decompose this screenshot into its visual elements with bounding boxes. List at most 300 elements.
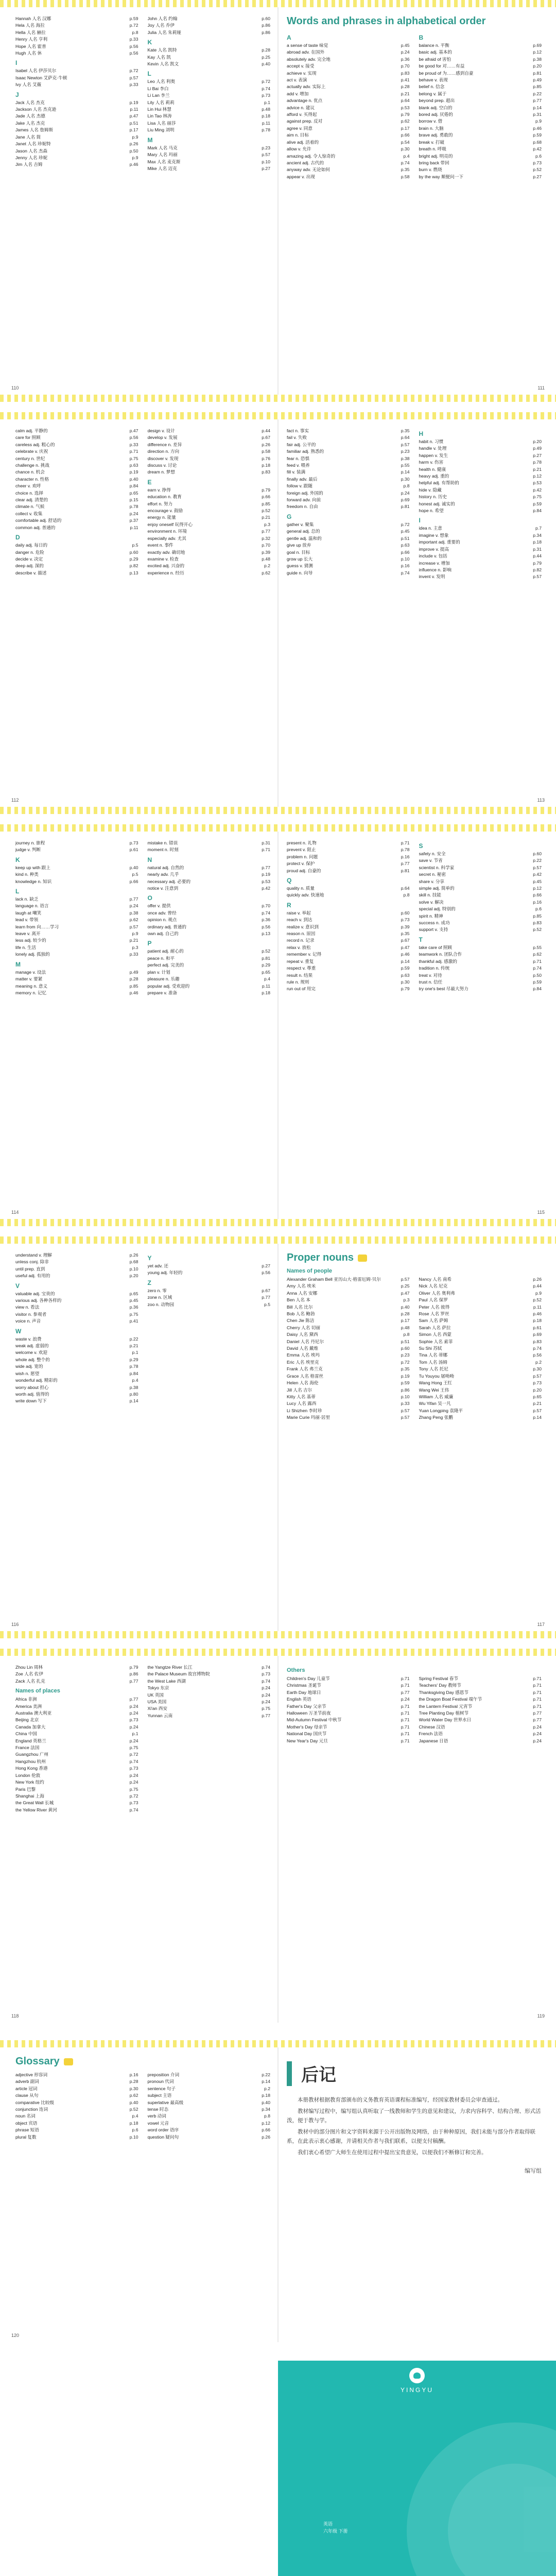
list-item bbox=[287, 428, 410, 434]
entry-term: lead v. 带领 bbox=[15, 917, 39, 923]
entry-page-ref: p.6 bbox=[132, 2127, 138, 2133]
entry-page-ref: p.36 bbox=[401, 56, 410, 62]
list-item bbox=[287, 476, 410, 483]
entry-page-ref: p.69 bbox=[401, 497, 410, 503]
entry-term: comfortable adj. 舒适的 bbox=[15, 518, 62, 523]
entry-page-ref: p.74 bbox=[401, 570, 410, 575]
page-number: 118 bbox=[11, 2013, 19, 2019]
entry-page-ref: p.22 bbox=[533, 91, 542, 96]
entry-page-ref: p.52 bbox=[262, 508, 270, 514]
entry-page-ref: p.8 bbox=[132, 29, 138, 35]
letter-heading: V bbox=[15, 1282, 20, 1290]
list-item bbox=[287, 483, 410, 489]
zigzag-border bbox=[0, 1649, 556, 1656]
entry-term: character n. 性格 bbox=[15, 476, 49, 482]
entry-page-ref: p.21 bbox=[129, 1343, 138, 1349]
entry-page-ref: p.44 bbox=[262, 428, 270, 433]
entry-term: harm v. 伤害 bbox=[419, 460, 444, 465]
entry-column bbox=[287, 31, 410, 180]
list-item bbox=[15, 161, 138, 168]
entry-page-ref: p.23 bbox=[401, 1352, 410, 1358]
entry-term: tense 时态 bbox=[147, 2107, 169, 2112]
entry-page-ref: p.14 bbox=[533, 1415, 542, 1420]
entry-page-ref: p.84 bbox=[129, 1370, 138, 1376]
entry-term: knowledge n. 知识 bbox=[15, 878, 52, 884]
entry-term: pronoun 代词 bbox=[147, 2079, 174, 2084]
page-spine bbox=[277, 1244, 279, 1631]
entry-page-ref: p.31 bbox=[262, 840, 270, 845]
entry-page-ref: p.10 bbox=[262, 159, 270, 164]
entry-term: Frank 人名 弗兰克 bbox=[287, 1366, 323, 1372]
entry-term: William 人名 威廉 bbox=[419, 1394, 454, 1399]
cover-label bbox=[323, 2520, 348, 2535]
list-item bbox=[148, 962, 271, 969]
entry-term: welcome v. 欢迎 bbox=[15, 1350, 47, 1355]
entry-page-ref: p.65 bbox=[262, 969, 270, 975]
entry-page-ref: p.71 bbox=[401, 1724, 410, 1730]
list-item bbox=[148, 1287, 271, 1294]
entry-page-ref: p.36 bbox=[129, 1304, 138, 1310]
entry-term: Paul 人名 保罗 bbox=[419, 1297, 448, 1303]
entry-term: wish n. 愿望 bbox=[15, 1370, 40, 1376]
list-item bbox=[15, 428, 138, 434]
entry-column bbox=[148, 1252, 271, 1405]
entry-page-ref: p.24 bbox=[533, 1738, 542, 1743]
list-item bbox=[15, 1800, 138, 1806]
entry-term: direction n. 方向 bbox=[147, 449, 180, 454]
letter-heading: K bbox=[147, 39, 152, 46]
entry-term: Joy 人名 乔伊 bbox=[147, 23, 175, 28]
entry-page-ref: p.9 bbox=[132, 155, 138, 160]
entry-term: Wang Wei 王伟 bbox=[419, 1387, 449, 1393]
entry-term: Halloween 万圣节前夜 bbox=[287, 1710, 331, 1716]
list-item bbox=[15, 840, 138, 846]
entry-page-ref: p.8 bbox=[264, 2113, 270, 2119]
entry-term: record n. 记录 bbox=[287, 938, 315, 943]
entry-term: remember v. 记得 bbox=[287, 952, 322, 957]
list-item bbox=[15, 570, 138, 577]
entry-page-ref: p.32 bbox=[262, 535, 270, 541]
entry-page-ref: p.5 bbox=[264, 1301, 270, 1307]
list-item bbox=[15, 155, 138, 161]
list-item bbox=[15, 99, 138, 106]
entry-term: Janet 人名 珍妮特 bbox=[15, 141, 51, 147]
list-item bbox=[419, 1373, 542, 1380]
entry-page-ref: p.24 bbox=[129, 1738, 138, 1743]
list-item bbox=[419, 1724, 542, 1731]
entry-page-ref: p.66 bbox=[262, 2127, 270, 2133]
entry-page-ref: p.13 bbox=[129, 570, 138, 575]
entry-term: matter v. 要紧 bbox=[15, 976, 43, 982]
entry-page-ref: p.84 bbox=[129, 483, 138, 489]
list-item bbox=[287, 1710, 410, 1717]
glossary-title-text: Glossary bbox=[15, 2056, 60, 2067]
entry-term: Mark 人名 马克 bbox=[147, 145, 178, 150]
entry-page-ref: p.61 bbox=[129, 847, 138, 853]
list-item bbox=[287, 986, 410, 992]
entry-page-ref: p.85 bbox=[262, 501, 270, 506]
list-item bbox=[419, 473, 542, 480]
entry-page-ref: p.26 bbox=[129, 1252, 138, 1258]
entry-page-ref: p.33 bbox=[129, 37, 138, 42]
list-item bbox=[148, 556, 271, 563]
entry-page-ref: p.77 bbox=[262, 865, 270, 870]
entry-columns bbox=[15, 428, 270, 577]
entry-term: popular adj. 受欢迎的 bbox=[147, 983, 190, 989]
list-item bbox=[148, 840, 271, 846]
entry-term: agree v. 同意 bbox=[287, 125, 312, 131]
list-item bbox=[148, 1705, 271, 1712]
entry-page-ref: p.81 bbox=[401, 504, 410, 510]
entry-term: offer v. 提供 bbox=[147, 903, 171, 909]
entry-term: Li Bai 李白 bbox=[147, 86, 169, 91]
entry-term: trust n. 信任 bbox=[419, 979, 443, 985]
list-item bbox=[148, 983, 271, 990]
list-item bbox=[15, 969, 138, 976]
entry-page-ref: p.74 bbox=[401, 160, 410, 165]
list-item bbox=[287, 958, 410, 965]
list-item bbox=[419, 1394, 542, 1400]
entry-page-ref: p.21 bbox=[401, 91, 410, 96]
list-item bbox=[148, 434, 271, 441]
entry-page-ref: p.57 bbox=[401, 1415, 410, 1420]
subsection-title: Names of places bbox=[15, 1688, 60, 1694]
right-page bbox=[287, 840, 542, 993]
entry-term: write down 写下 bbox=[15, 1398, 47, 1404]
entry-page-ref: p.58 bbox=[401, 174, 410, 179]
entry-page-ref: p.21 bbox=[262, 515, 270, 520]
entry-term: Lin Hui 林慧 bbox=[147, 107, 171, 112]
entry-column bbox=[148, 15, 271, 172]
entry-page-ref: p.11 bbox=[262, 983, 270, 989]
entry-page-ref: p.82 bbox=[533, 567, 542, 572]
entry-term: decide v. 决定 bbox=[15, 556, 43, 562]
entry-term: finally adv. 最后 bbox=[287, 476, 318, 482]
list-item bbox=[287, 455, 410, 462]
entry-term: familiar adj. 熟悉的 bbox=[287, 449, 324, 454]
entry-page-ref: p.14 bbox=[401, 958, 410, 964]
page-number: 116 bbox=[11, 1622, 19, 1627]
entry-term: influence n. 影响 bbox=[419, 567, 452, 572]
list-item bbox=[15, 524, 138, 531]
list-item bbox=[15, 556, 138, 563]
list-item bbox=[287, 840, 410, 846]
list-item bbox=[419, 539, 542, 546]
entry-term: language n. 语言 bbox=[15, 903, 49, 909]
entry-page-ref: p.3 bbox=[132, 944, 138, 950]
entry-term: rule n. 规则 bbox=[287, 979, 309, 985]
list-item bbox=[419, 532, 542, 539]
entry-term: bored adj. 厌倦的 bbox=[419, 112, 453, 117]
list-item bbox=[419, 871, 542, 878]
list-item bbox=[419, 1317, 542, 1324]
list-item bbox=[15, 2099, 138, 2106]
list-item bbox=[287, 1276, 410, 1283]
entry-page-ref: p.66 bbox=[129, 878, 138, 884]
entry-page-ref: p.34 bbox=[262, 2107, 270, 2112]
entry-page-ref: p.25 bbox=[262, 54, 270, 60]
list-item bbox=[287, 972, 410, 979]
letter-heading: S bbox=[419, 842, 423, 850]
entry-page-ref: p.77 bbox=[262, 529, 270, 534]
list-item bbox=[15, 43, 138, 50]
entry-term: allow v. 允许 bbox=[287, 146, 311, 152]
list-item bbox=[287, 469, 410, 476]
section-title bbox=[287, 15, 542, 27]
entry-column bbox=[287, 1675, 410, 1744]
entry-term: Tree Planting Day 植树节 bbox=[419, 1710, 469, 1716]
entry-page-ref: p.75 bbox=[129, 1311, 138, 1317]
entry-term: excited adj. 兴奋的 bbox=[147, 563, 185, 569]
entry-columns bbox=[287, 428, 542, 581]
entry-page-ref: p.62 bbox=[401, 118, 410, 124]
list-item bbox=[419, 1331, 542, 1338]
entry-page-ref: p.52 bbox=[262, 948, 270, 954]
list-item bbox=[419, 1338, 542, 1345]
entry-column bbox=[287, 1276, 410, 1421]
entry-term: less adj. 较少的 bbox=[15, 938, 46, 943]
list-item bbox=[15, 1398, 138, 1404]
entry-term: Mary 人名 玛丽 bbox=[147, 152, 178, 158]
letter-heading: B bbox=[419, 34, 424, 41]
entry-page-ref: p.20 bbox=[533, 1387, 542, 1393]
list-item bbox=[15, 127, 138, 133]
entry-page-ref: p.34 bbox=[533, 532, 542, 538]
entry-page-ref: p.73 bbox=[129, 840, 138, 845]
list-item bbox=[15, 2078, 138, 2085]
entry-page-ref: p.24 bbox=[401, 1697, 410, 1702]
list-item bbox=[15, 1336, 138, 1343]
entry-page-ref: p.77 bbox=[262, 1713, 270, 1718]
page-number: 120 bbox=[11, 2333, 20, 2338]
list-item bbox=[15, 455, 138, 462]
entry-page-ref: p.56 bbox=[262, 1270, 270, 1276]
entry-term: ancient adj. 古代的 bbox=[287, 160, 324, 165]
entry-term: Max 人名 麦克斯 bbox=[147, 159, 181, 164]
entry-term: reach v. 到达 bbox=[287, 917, 312, 923]
entry-page-ref: p.6 bbox=[535, 153, 542, 159]
list-item bbox=[287, 563, 410, 569]
list-item bbox=[287, 166, 410, 173]
entry-column bbox=[148, 840, 271, 996]
list-item bbox=[419, 986, 542, 992]
entry-term: America 美洲 bbox=[15, 1703, 42, 1709]
entry-page-ref: p.8 bbox=[403, 1332, 410, 1337]
list-item bbox=[148, 1678, 271, 1685]
entry-term: Ivy 人名 艾薇 bbox=[15, 82, 42, 88]
list-item bbox=[15, 120, 138, 127]
list-item bbox=[419, 174, 542, 180]
entry-term: lonely adj. 孤独的 bbox=[15, 952, 50, 957]
letter-heading: N bbox=[147, 856, 152, 863]
list-item bbox=[287, 146, 410, 152]
entry-term: collect v. 收集 bbox=[15, 511, 43, 516]
entry-term: Julia 人名 朱莉娅 bbox=[147, 29, 181, 35]
entry-page-ref: p.16 bbox=[401, 854, 410, 859]
entry-page-ref: p.73 bbox=[533, 160, 542, 165]
list-item bbox=[15, 1377, 138, 1384]
entry-term: Spring Festival 春节 bbox=[419, 1676, 458, 1681]
entry-page-ref: p.74 bbox=[262, 1665, 270, 1670]
entry-term: invent v. 发明 bbox=[419, 574, 445, 580]
list-item bbox=[148, 2072, 271, 2078]
entry-page-ref: p.42 bbox=[533, 487, 542, 493]
entry-page-ref: p.72 bbox=[262, 79, 270, 84]
entry-term: spirit n. 精神 bbox=[419, 913, 443, 919]
entry-page-ref: p.49 bbox=[533, 77, 542, 83]
list-item bbox=[148, 165, 271, 172]
entry-page-ref: p.24 bbox=[129, 1703, 138, 1709]
entry-term: special adj. 特别的 bbox=[419, 906, 456, 912]
entry-page-ref: p.26 bbox=[533, 1277, 542, 1282]
entry-page-ref: p.77 bbox=[129, 1678, 138, 1684]
book-spread bbox=[0, 824, 556, 1226]
entry-term: zoo n. 动物园 bbox=[147, 1301, 175, 1307]
entry-term: view n. 看法 bbox=[15, 1304, 40, 1310]
list-item bbox=[287, 1380, 410, 1386]
entry-page-ref: p.52 bbox=[533, 1297, 542, 1303]
entry-term: dream n. 梦想 bbox=[147, 469, 175, 475]
list-item bbox=[287, 1290, 410, 1297]
entry-term: New Year's Day 元旦 bbox=[287, 1738, 328, 1743]
entry-page-ref: p.71 bbox=[401, 840, 410, 845]
entry-page-ref: p.64 bbox=[401, 435, 410, 440]
entry-term: raise v. 举起 bbox=[287, 910, 311, 916]
list-item bbox=[419, 494, 542, 500]
list-item bbox=[287, 1682, 410, 1689]
list-item bbox=[287, 118, 410, 125]
entry-page-ref: p.59 bbox=[401, 1380, 410, 1386]
list-item bbox=[15, 29, 138, 36]
list-item bbox=[287, 521, 410, 528]
entry-page-ref: p.72 bbox=[401, 521, 410, 527]
entry-page-ref: p.48 bbox=[262, 556, 270, 562]
entry-page-ref: p.78 bbox=[262, 127, 270, 133]
list-item bbox=[15, 2120, 138, 2127]
entry-term: foreign adj. 外国的 bbox=[287, 490, 323, 496]
entry-term: Children's Day 儿童节 bbox=[287, 1676, 330, 1681]
list-item bbox=[287, 132, 410, 139]
entry-column bbox=[419, 1276, 542, 1421]
entry-term: laugh at 嘲笑 bbox=[15, 910, 42, 916]
entry-page-ref: p.9 bbox=[132, 931, 138, 937]
list-item bbox=[287, 1317, 410, 1324]
list-item bbox=[15, 1391, 138, 1398]
entry-term: honest adj. 诚实的 bbox=[419, 501, 455, 506]
entry-term: Kevin 人名 凯文 bbox=[147, 61, 179, 67]
entry-page-ref: p.53 bbox=[401, 105, 410, 110]
entry-page-ref: p.74 bbox=[262, 910, 270, 916]
entry-page-ref: p.23 bbox=[262, 145, 270, 150]
list-item bbox=[15, 442, 138, 448]
entry-term: Shanghai 上海 bbox=[15, 1793, 44, 1799]
entry-page-ref: p.57 bbox=[533, 1373, 542, 1379]
entry-term: Father's Day 父亲节 bbox=[287, 1703, 326, 1709]
entry-column bbox=[148, 2072, 271, 2141]
entry-term: Chinese 汉语 bbox=[419, 1724, 445, 1730]
entry-page-ref: p.1 bbox=[132, 1731, 138, 1737]
entry-term: memory n. 记忆 bbox=[15, 990, 47, 995]
entry-term: blank adj. 空白的 bbox=[419, 105, 453, 110]
entry-page-ref: p.59 bbox=[533, 501, 542, 506]
entry-term: Yunnan 云南 bbox=[147, 1713, 173, 1718]
entry-term: absolutely adv. 完全地 bbox=[287, 56, 331, 62]
entry-term: Hope 人名 霍普 bbox=[15, 43, 46, 49]
entry-page-ref: p.14 bbox=[533, 105, 542, 110]
list-item bbox=[148, 1692, 271, 1699]
list-item bbox=[15, 1758, 138, 1765]
list-item bbox=[148, 990, 271, 996]
list-item bbox=[419, 63, 542, 70]
letter-heading: D bbox=[15, 534, 20, 541]
entry-page-ref: p.18 bbox=[533, 1318, 542, 1324]
entry-page-ref: p.78 bbox=[533, 460, 542, 465]
entry-page-ref: p.49 bbox=[129, 969, 138, 975]
list-item bbox=[15, 448, 138, 455]
entry-term: Jackson 人名 杰克逊 bbox=[15, 107, 57, 112]
entry-term: take care of 照顾 bbox=[419, 944, 452, 950]
entry-page-ref: p.85 bbox=[533, 84, 542, 90]
entry-page-ref: p.75 bbox=[129, 1786, 138, 1792]
list-item bbox=[419, 49, 542, 56]
entry-term: keep up with 跟上 bbox=[15, 865, 50, 870]
entry-page-ref: p.47 bbox=[129, 428, 138, 433]
entry-page-ref: p.74 bbox=[533, 1346, 542, 1351]
entry-page-ref: p.29 bbox=[129, 1357, 138, 1362]
entry-page-ref: p.51 bbox=[401, 535, 410, 541]
entry-term: Zack 人名 扎克 bbox=[15, 1678, 45, 1684]
zigzag-border bbox=[0, 1219, 556, 1226]
cover-grade: 六年级 下册 bbox=[323, 2529, 348, 2534]
list-item bbox=[419, 567, 542, 573]
list-item bbox=[148, 542, 271, 549]
list-item bbox=[287, 979, 410, 986]
entry-term: fair adj. 公平的 bbox=[287, 442, 316, 447]
letter-heading: R bbox=[287, 901, 291, 909]
entry-term: Lisa 人名 丽莎 bbox=[147, 120, 176, 126]
entry-term: Lin Tao 林涛 bbox=[147, 113, 172, 119]
list-item bbox=[419, 111, 542, 118]
list-item bbox=[287, 1311, 410, 1317]
entry-term: success n. 成功 bbox=[419, 920, 450, 926]
list-item bbox=[15, 1304, 138, 1311]
entry-page-ref: p.16 bbox=[129, 2072, 138, 2077]
entry-page-ref: p.85 bbox=[129, 983, 138, 989]
list-item bbox=[419, 1276, 542, 1283]
entry-page-ref: p.64 bbox=[401, 98, 410, 104]
entry-page-ref: p.74 bbox=[129, 1758, 138, 1764]
list-item bbox=[15, 106, 138, 113]
list-item bbox=[287, 542, 410, 549]
list-item bbox=[419, 125, 542, 132]
entry-term: Oliver 人名 奥利弗 bbox=[419, 1290, 455, 1296]
entry-page-ref: p.18 bbox=[262, 990, 270, 995]
entry-page-ref: p.46 bbox=[401, 952, 410, 957]
list-item bbox=[148, 535, 271, 542]
list-item bbox=[419, 56, 542, 63]
list-item bbox=[287, 1304, 410, 1311]
afterword-title bbox=[287, 2061, 542, 2086]
list-item bbox=[287, 885, 410, 892]
afterword-title-text: 后记 bbox=[301, 2065, 336, 2086]
entry-page-ref: p.30 bbox=[401, 476, 410, 482]
list-item bbox=[148, 2127, 271, 2133]
list-item bbox=[148, 507, 271, 514]
left-page bbox=[15, 1664, 270, 1814]
entry-term: Tu Youyou 屠呦呦 bbox=[419, 1373, 454, 1379]
entry-term: fact n. 事实 bbox=[287, 428, 309, 433]
entry-page-ref: p.26 bbox=[262, 442, 270, 447]
